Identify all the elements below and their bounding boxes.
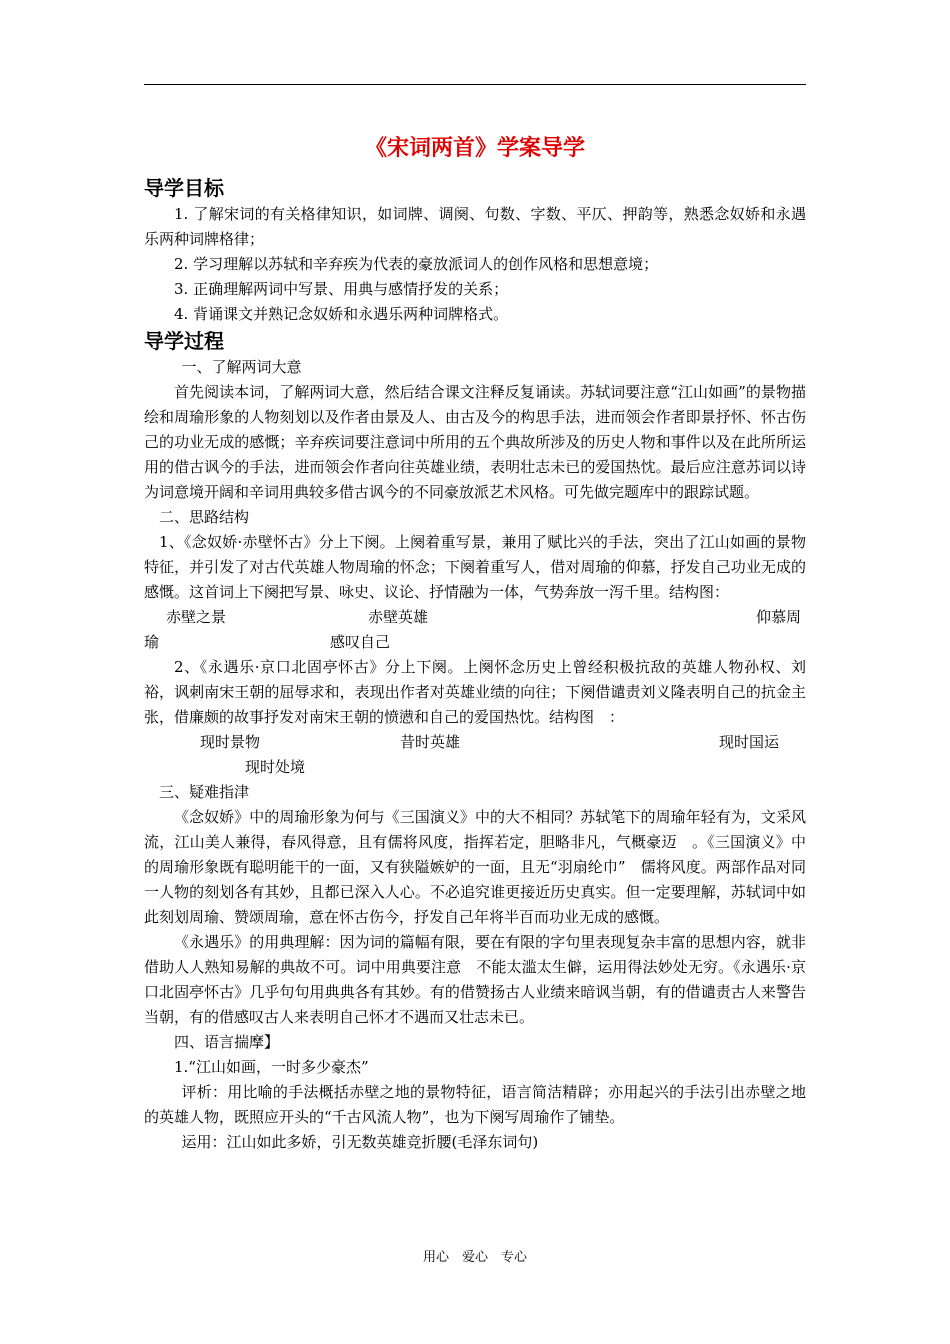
section-title: 一、了解两词大意 — [181, 358, 302, 376]
structure-diagram-1 — [144, 605, 806, 630]
header-rule — [144, 84, 806, 85]
structure-diagram-2 — [144, 730, 806, 755]
paragraph: 2、《永遇乐·京口北固亭怀古》分上下阕。上阕怀念历史上曾经积极抗敌的英雄人物孙权、刘裕，讽刺南宋王朝的屈辱求和，表现出作者对英雄业绩的向往；下阕借谴责刘义隆表明自己的抗金主张，借廉颇的故事抒发对南宋王朝的愤懑和自己的爱国热忱。结构图 ： — [144, 658, 806, 726]
goal-item: 3. 正确理解两词中写景、用典与感情抒发的关系； — [174, 280, 509, 298]
document-title: 《宋词两首》学案导学 — [364, 135, 585, 161]
document-body — [144, 128, 806, 1155]
paragraph: 运用：江山如此多娇，引无数英雄竞折腰(毛泽东词句) — [181, 1133, 539, 1151]
structure-diagram-1-cont — [144, 630, 806, 655]
paragraph: 1、《念奴娇·赤壁怀古》分上下阕。上阕着重写景，兼用了赋比兴的手法，突出了江山如画的景物特征，并引发了对古代英雄人物周瑜的怀念；下阕着重写人，借对周瑜的仰慕，抒发自己功业无成的感慨。这首词上下阕把写景、咏史、议论、抒情融为一体，气势奔放一泻千里。结构图： — [144, 533, 806, 601]
paragraph: 评析：用比喻的手法概括赤壁之地的景物特征，语言简洁精辟；亦用起兴的手法引出赤壁之地的英雄人物，既照应开头的“千古风流人物”，也为下阕写周瑜作了铺垫。 — [144, 1083, 806, 1126]
quote: 1.“江山如画，一时多少豪杰” — [174, 1058, 369, 1076]
goal-item: 4. 背诵课文并熟记念奴娇和永遇乐两种词牌格式。 — [174, 305, 509, 323]
goal-item: 2. 学习理解以苏轼和辛弃疾为代表的豪放派词人的创作风格和思想意境； — [174, 255, 659, 273]
diagram-label: 赤壁之景 — [166, 608, 227, 626]
paragraph: 《念奴娇》中的周瑜形象为何与《三国演义》中的大不相同？苏轼笔下的周瑜年轻有为，文采风流，江山美人兼得，春风得意，且有儒将风度，指挥若定，胆略非凡，气概豪迈 。《三国演义》中的周瑜形象既有聪明能干的一面，又有狭隘嫉妒的一面，且无“羽扇纶巾” 儒将风度。两部作品对同一人物的刻划各有其妙，且都已深入人心。不必追究谁更接近历史真实。但一定要理解，苏轼词中如此刻划周瑜、赞颂周瑜，意在怀古伤今，抒发自己年将半百而功业无成的感慨。 — [144, 808, 806, 926]
diagram-label: 现时国运 — [719, 733, 780, 751]
structure-diagram-2-cont — [144, 755, 806, 780]
section-title: 四、语言揣摩】 — [174, 1033, 280, 1051]
diagram-label: 赤壁英雄 — [368, 608, 429, 626]
diagram-label: 仰慕周 — [756, 608, 802, 626]
paragraph: 首先阅读本词，了解两词大意，然后结合课文注释反复诵读。苏轼词要注意“江山如画”的景物描绘和周瑜形象的人物刻划以及作者由景及人、由古及今的构思手法，进而领会作者即景抒怀、怀古伤己的功业无成的感慨；辛弃疾词要注意词中所用的五个典故所涉及的历史人物和事件以及在此所所运用的借古讽今的手法，进而领会作者向往英雄业绩，表明壮志未已的爱国热忱。最后应注意苏词以诗为词意境开阔和辛词用典较多借古讽今的不同豪放派艺术风格。可先做完题库中的跟踪试题。 — [144, 383, 806, 501]
goals-heading: 导学目标 — [144, 176, 224, 200]
diagram-label: 昔时英雄 — [400, 733, 461, 751]
diagram-label: 感叹自己 — [330, 633, 391, 651]
diagram-label: 瑜 — [144, 633, 160, 651]
page-footer: 用心 爱心 专心 — [422, 1250, 527, 1265]
diagram-label: 现时景物 — [200, 733, 261, 751]
goal-item: 1. 了解宋词的有关格律知识，如词牌、调阕、句数、字数、平仄、押韵等，熟悉念奴娇和永遇乐两种词牌格律； — [144, 205, 806, 248]
section-title: 二、思路结构 — [159, 508, 250, 526]
section-title: 三、疑难指津 — [159, 783, 250, 801]
process-heading: 导学过程 — [144, 329, 224, 353]
paragraph: 《永遇乐》的用典理解：因为词的篇幅有限，要在有限的字句里表现复杂丰富的思想内容，就非借助人人熟知易解的典故不可。词中用典要注意 不能太滥太生僻，运用得法妙处无穷。《永遇乐·京口北固亭怀古》几乎句句用典典各有其妙。有的借赞扬古人业绩来暗讽当朝，有的借谴责古人来警告当朝，有的借感叹古人来表明自己怀才不遇而又壮志未已。 — [144, 933, 806, 1026]
diagram-label: 现时处境 — [245, 758, 306, 776]
